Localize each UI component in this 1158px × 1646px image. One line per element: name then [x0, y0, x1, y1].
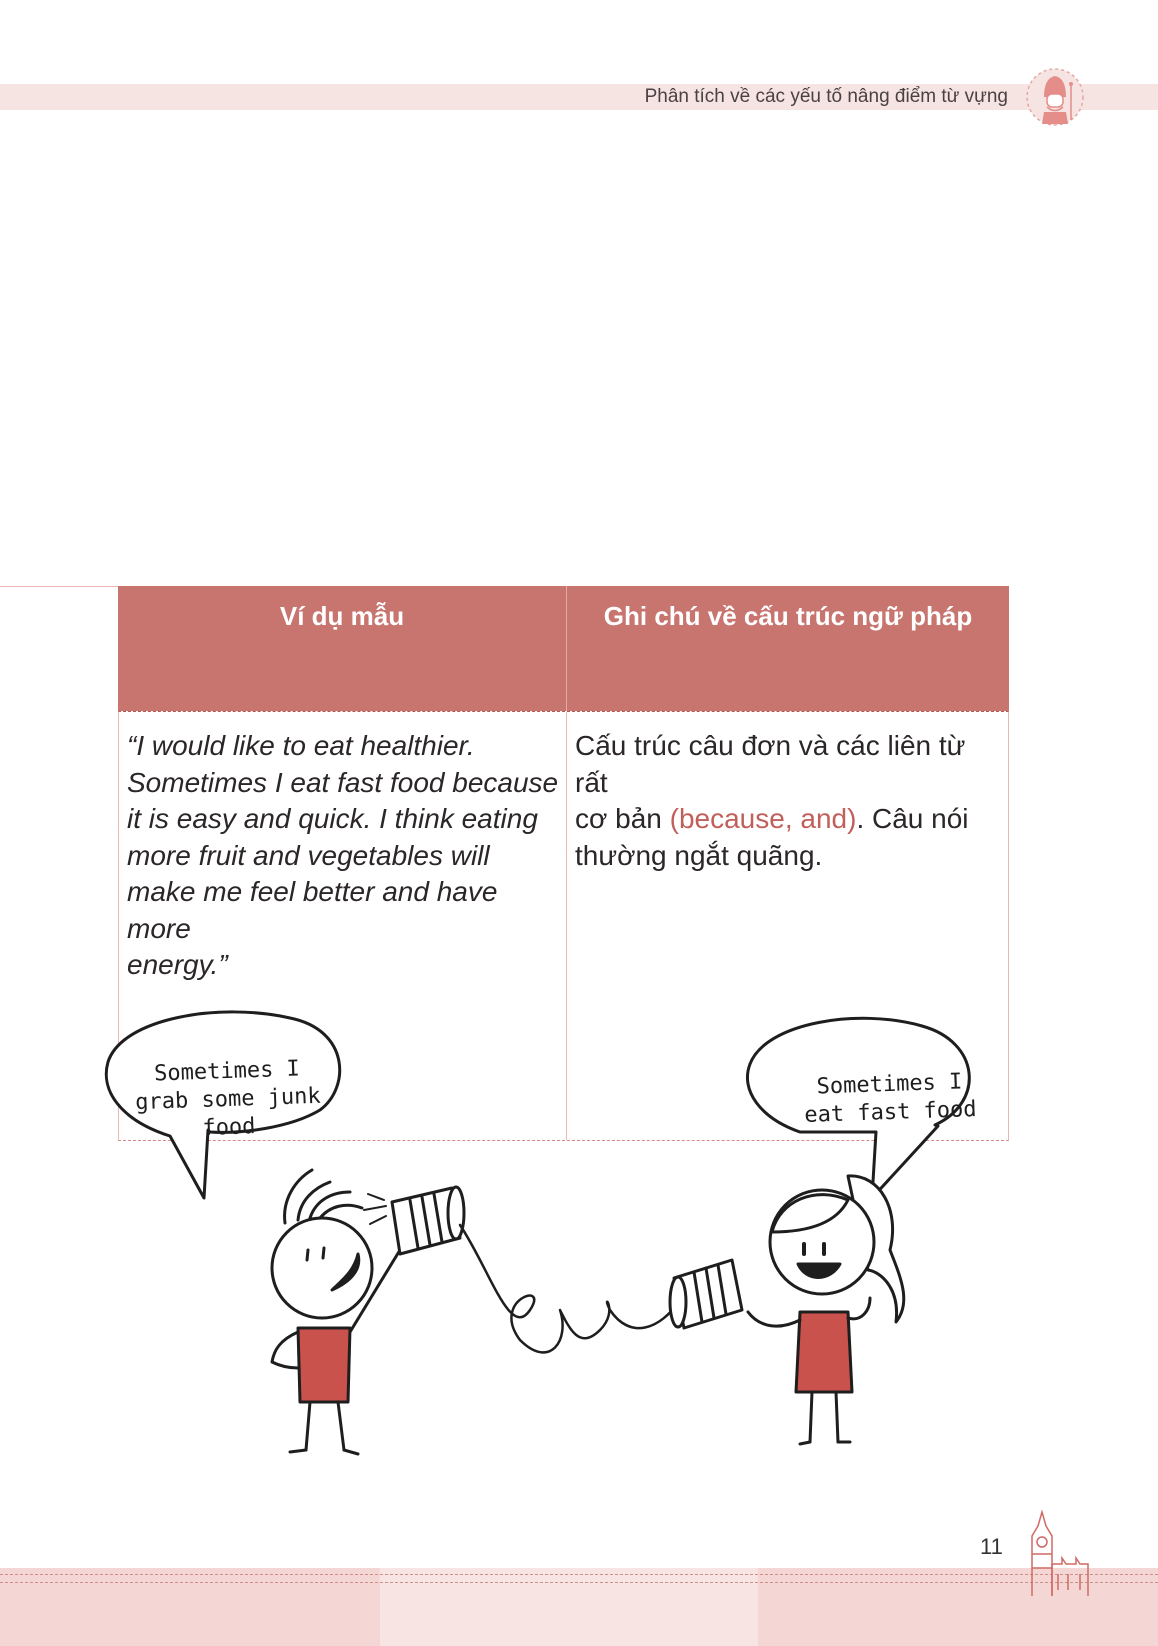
footer-band [0, 1568, 1158, 1646]
tin-can-right [670, 1260, 742, 1328]
left-rule [0, 586, 118, 587]
tin-can-left [364, 1187, 464, 1254]
conjunction-highlight: (because, and) [669, 803, 857, 834]
example-line: energy.” [127, 949, 228, 980]
speech-bubble-left-text [117, 1054, 340, 1146]
big-ben-icon [1022, 1508, 1092, 1598]
footer-dash-line [0, 1574, 1158, 1575]
bubble-line: food [202, 1114, 256, 1141]
example-line: Sometimes I eat fast food because [127, 766, 559, 798]
note-text: . Câu nói [856, 803, 969, 834]
header-sample-example: Ví dụ mẫu [118, 586, 567, 711]
boy-figure [272, 1170, 400, 1454]
bubble-line: eat fast food [803, 1096, 977, 1128]
can-string [460, 1225, 680, 1352]
footer-dash-line [0, 1582, 1158, 1583]
bubble-line: Sometimes I [816, 1069, 963, 1100]
note-line: Cấu trúc câu đơn và các liên từ rất [575, 730, 966, 798]
header-grammar-notes: Ghi chú về cấu trúc ngữ pháp [603, 601, 973, 631]
table-header-row [118, 586, 1009, 711]
footer-block [758, 1568, 1158, 1646]
bubble-line: Sometimes I [153, 1056, 301, 1087]
example-line: more fruit and vegetables will [127, 839, 490, 871]
note-text: cơ bản [575, 803, 670, 834]
girl-figure [748, 1176, 904, 1444]
footer-block [0, 1568, 380, 1646]
footer-block [380, 1568, 758, 1646]
example-line: “I would like to eat healthier. [127, 730, 475, 761]
speech-bubble-right-text [789, 1068, 991, 1131]
page-number: 11 [980, 1534, 1003, 1559]
example-line: it is easy and quick. I think eating [127, 803, 538, 834]
header-title: Phân tích về các yếu tố nâng điểm từ vựng [644, 86, 1008, 107]
bubble-line: grab some junk [134, 1083, 322, 1116]
example-line: make me feel better and have more [127, 876, 498, 944]
note-line: thường ngắt quãng. [575, 839, 823, 871]
note-line [575, 801, 1002, 838]
royal-guard-icon [1024, 66, 1086, 128]
